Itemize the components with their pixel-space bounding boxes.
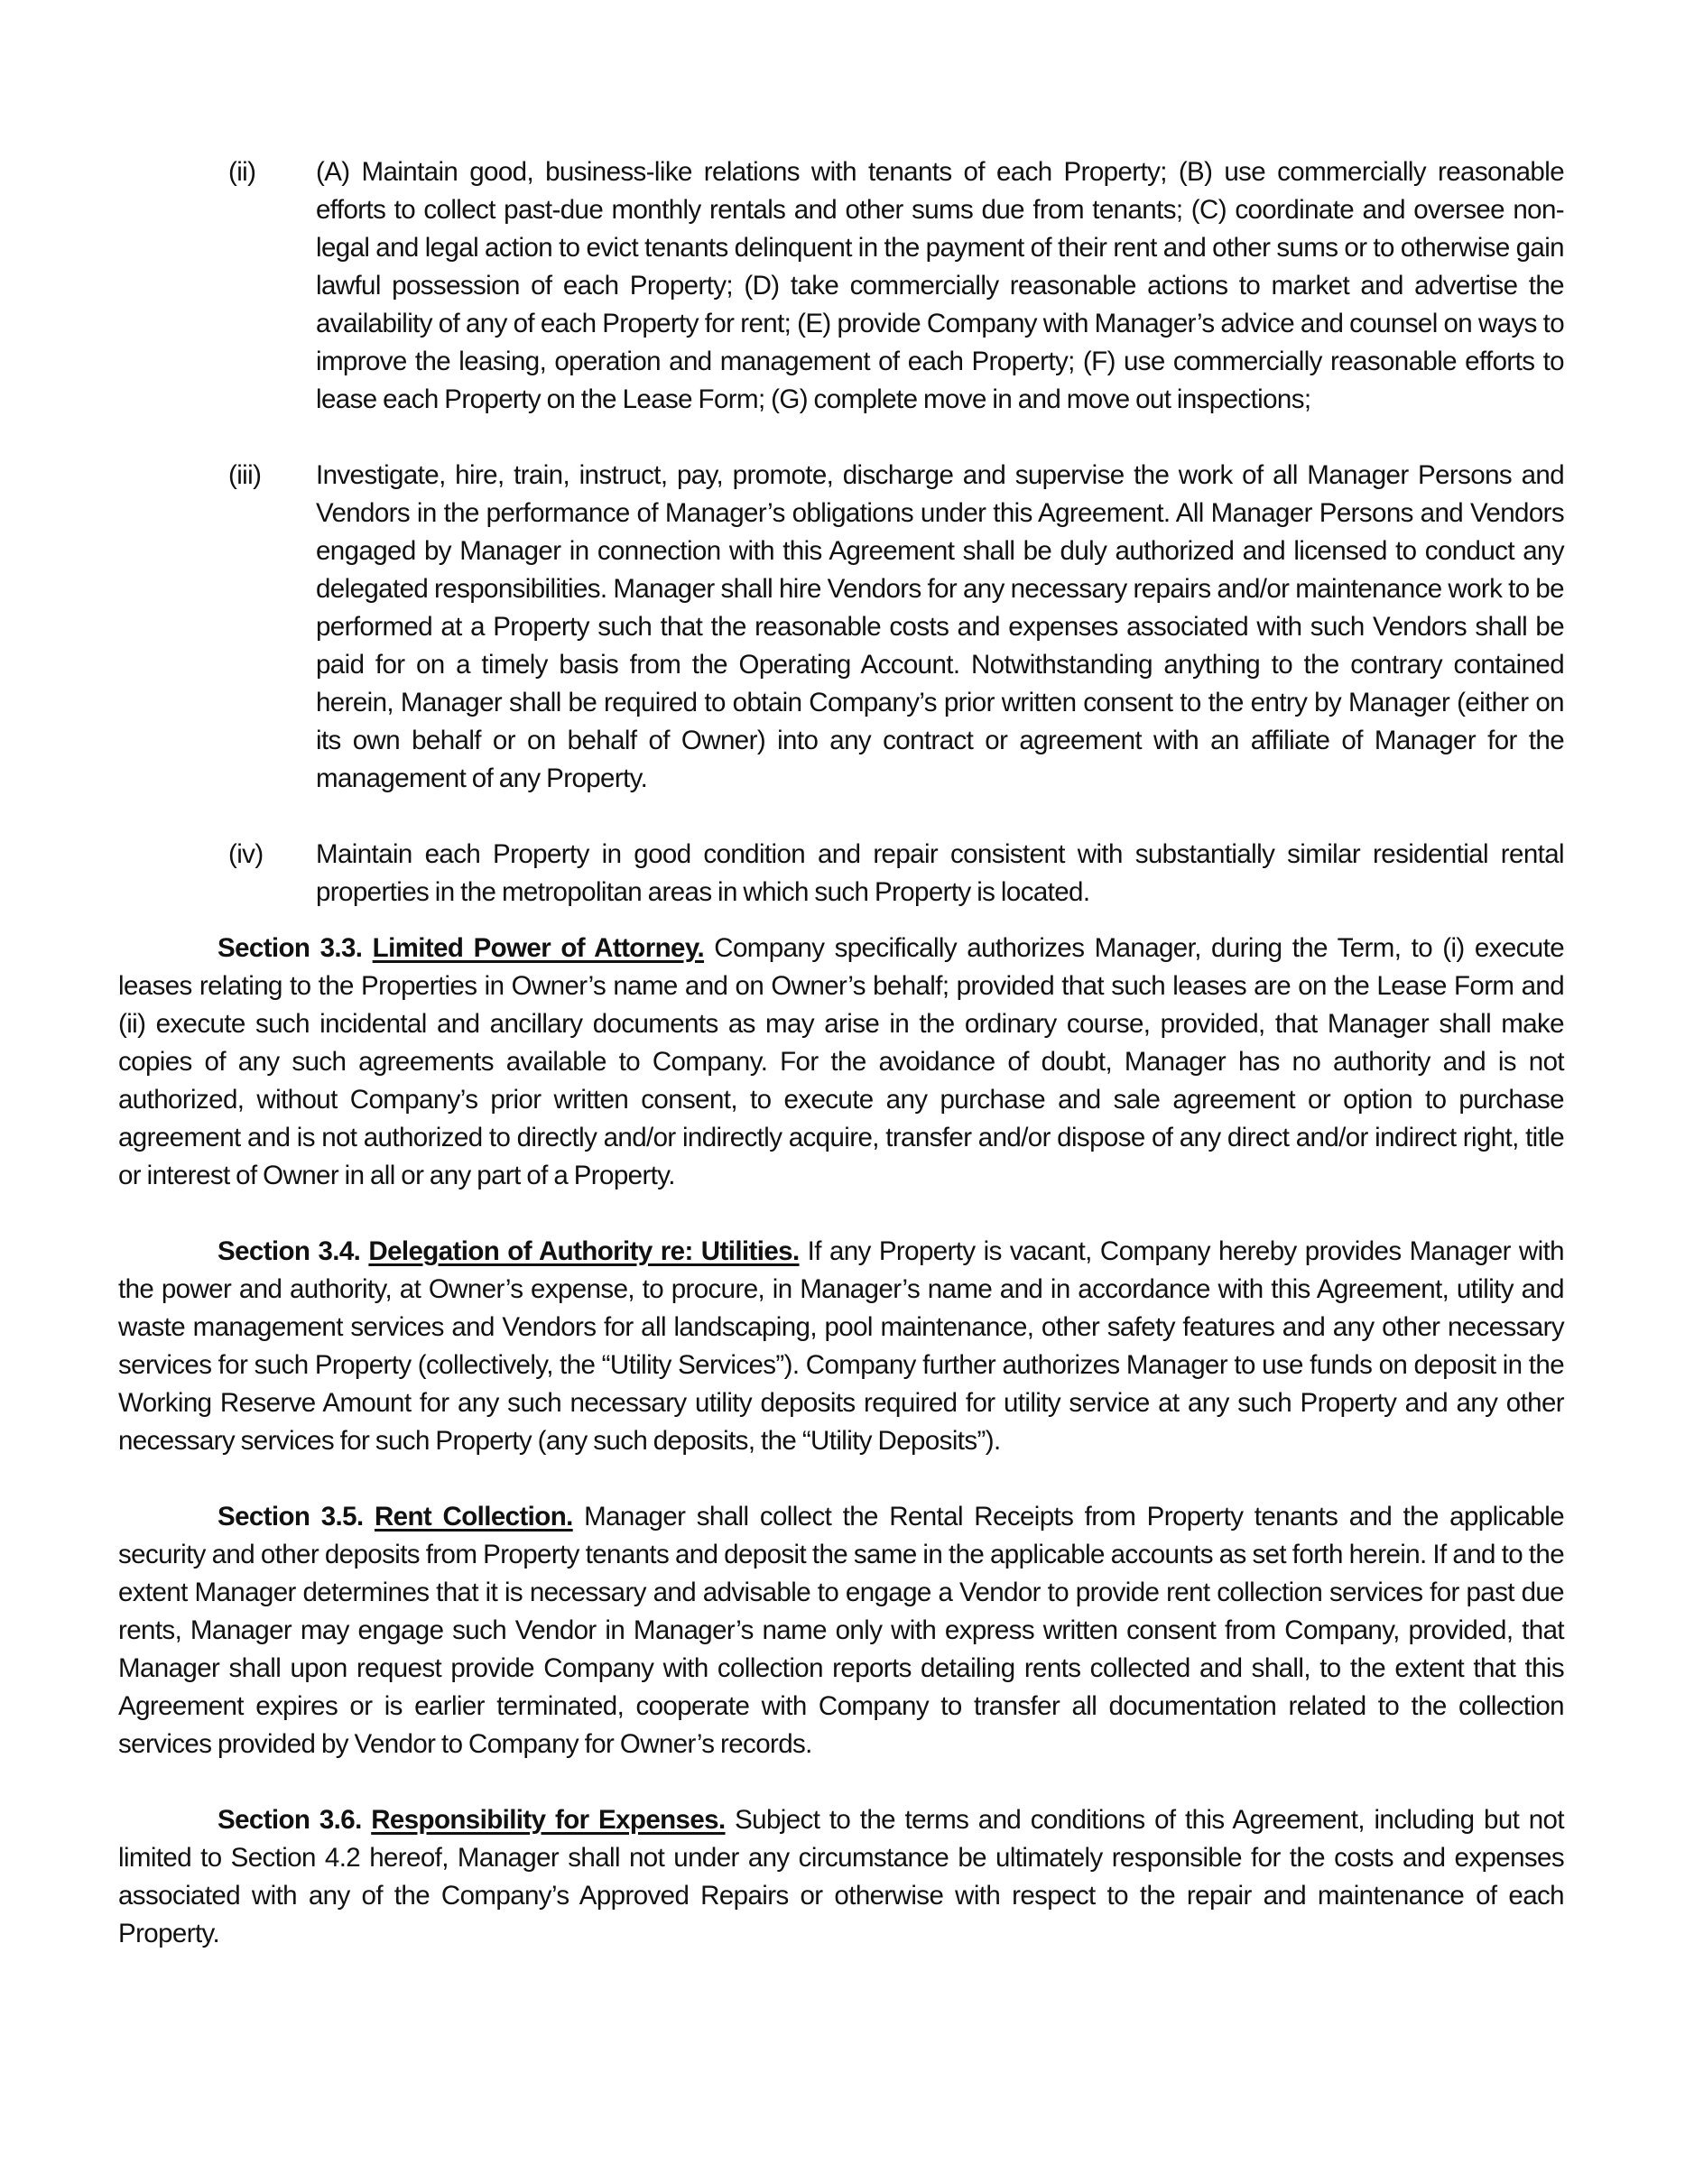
section-title: Responsibility for Expenses. bbox=[371, 1805, 726, 1835]
section-3-6 bbox=[118, 1801, 1564, 1953]
list-item-iv bbox=[118, 836, 1564, 912]
list-item-ii bbox=[118, 153, 1564, 419]
item-text: (A) Maintain good, business-like relations with tenants of each Property; (B) use commercially reasonable efforts to collect past-due monthly rentals and other sums due from tenants; (C) coordinate and oversee non-legal and legal action to evict tenants delinquent in the payment of their rent and other sums or to otherwise gain lawful possession of each Property; (D) take commercially reasonable actions to market and advertise the availability of any of each Property for rent; (E) provide Company with Manager’s advice and counsel on ways to improve the leasing, operation and management of each Property; (F) use commercially reasonable efforts to lease each Property on the Lease Form; (G) complete move in and move out inspections; bbox=[316, 157, 1564, 414]
item-text: Maintain each Property in good condition and repair consistent with substantially similar residential rental properties in the metropolitan areas in which such Property is located. bbox=[316, 839, 1564, 907]
item-marker: (ii) bbox=[228, 157, 256, 187]
item-marker: (iii) bbox=[228, 460, 262, 490]
document-page bbox=[118, 153, 1564, 1991]
section-number: Section 3.3. bbox=[218, 933, 363, 963]
section-body: Subject to the terms and conditions of this Agreement, including but not limited to Section 4.2 hereof, Manager shall not under any circumstance be ultimately responsible for the costs and expenses associated with any of the Company’s Approved Repairs or otherwise with respect to the repair and maintenance of each Property. bbox=[118, 1805, 1564, 1948]
section-3-3 bbox=[118, 930, 1564, 1195]
section-title: Delegation of Authority re: Utilities. bbox=[368, 1236, 800, 1266]
section-number: Section 3.6. bbox=[218, 1805, 362, 1835]
section-body: If any Property is vacant, Company hereby provides Manager with the power and authority, at Owner’s expense, to procure, in Manager’s name and in accordance with this Agreement, utility and waste management services and Vendors for all landscaping, pool maintenance, other safety features and any other necessary services for such Property (collectively, the “Utility Services”). Company further authorizes Manager to use funds on deposit in the Working Reserve Amount for any such necessary utility deposits required for utility service at any such Property and any other necessary services for such Property (any such deposits, the “Utility Deposits”). bbox=[118, 1236, 1564, 1456]
section-body: Manager shall collect the Rental Receipts from Property tenants and the applicable security and other deposits from Property tenants and deposit the same in the applicable accounts as set forth herein. If and to the extent Manager determines that it is necessary and advisable to engage a Vendor to provide rent collection services for past due rents, Manager may engage such Vendor in Manager’s name only with express written consent from Company, provided, that Manager shall upon request provide Company with collection reports detailing rents collected and shall, to the extent that this Agreement expires or is earlier terminated, cooperate with Company to transfer all documentation related to the collection services provided by Vendor to Company for Owner’s records. bbox=[118, 1502, 1565, 1759]
section-title: Rent Collection. bbox=[374, 1502, 573, 1532]
section-title: Limited Power of Attorney. bbox=[372, 933, 705, 963]
section-number: Section 3.5. bbox=[218, 1502, 364, 1532]
section-3-5 bbox=[118, 1498, 1564, 1763]
item-marker: (iv) bbox=[228, 839, 264, 869]
item-text: Investigate, hire, train, instruct, pay, promote, discharge and supervise the work of all Manager Persons and Vendors in the performance of Manager’s obligations under this Agreement. All Manager Persons and Vendors engaged by Manager in connection with this Agreement shall be duly authorized and licensed to conduct any delegated responsibilities. Manager shall hire Vendors for any necessary repairs and/or maintenance work to be performed at a Property such that the reasonable costs and expenses associated with such Vendors shall be paid for on a timely basis from the Operating Account. Notwithstanding anything to the contrary contained herein, Manager shall be required to obtain Company’s prior written consent to the entry by Manager (either on its own behalf or on behalf of Owner) into any contract or agreement with an affiliate of Manager for the management of any Property. bbox=[316, 460, 1564, 793]
section-3-4 bbox=[118, 1233, 1564, 1460]
list-item-iii bbox=[118, 457, 1564, 798]
section-body: Company specifically authorizes Manager, during the Term, to (i) execute leases relating to the Properties in Owner’s name and on Owner’s behalf; provided that such leases are on the Lease Form and (ii) execute such incidental and ancillary documents as may arise in the ordinary course, provided, that Manager shall make copies of any such agreements available to Company. For the avoidance of doubt, Manager has no authority and is not authorized, without Company’s prior written consent, to execute any purchase and sale agreement or option to purchase agreement and is not authorized to directly and/or indirectly acquire, transfer and/or dispose of any direct and/or indirect right, title or interest of Owner in all or any part of a Property. bbox=[118, 933, 1565, 1190]
section-number: Section 3.4. bbox=[218, 1236, 361, 1266]
